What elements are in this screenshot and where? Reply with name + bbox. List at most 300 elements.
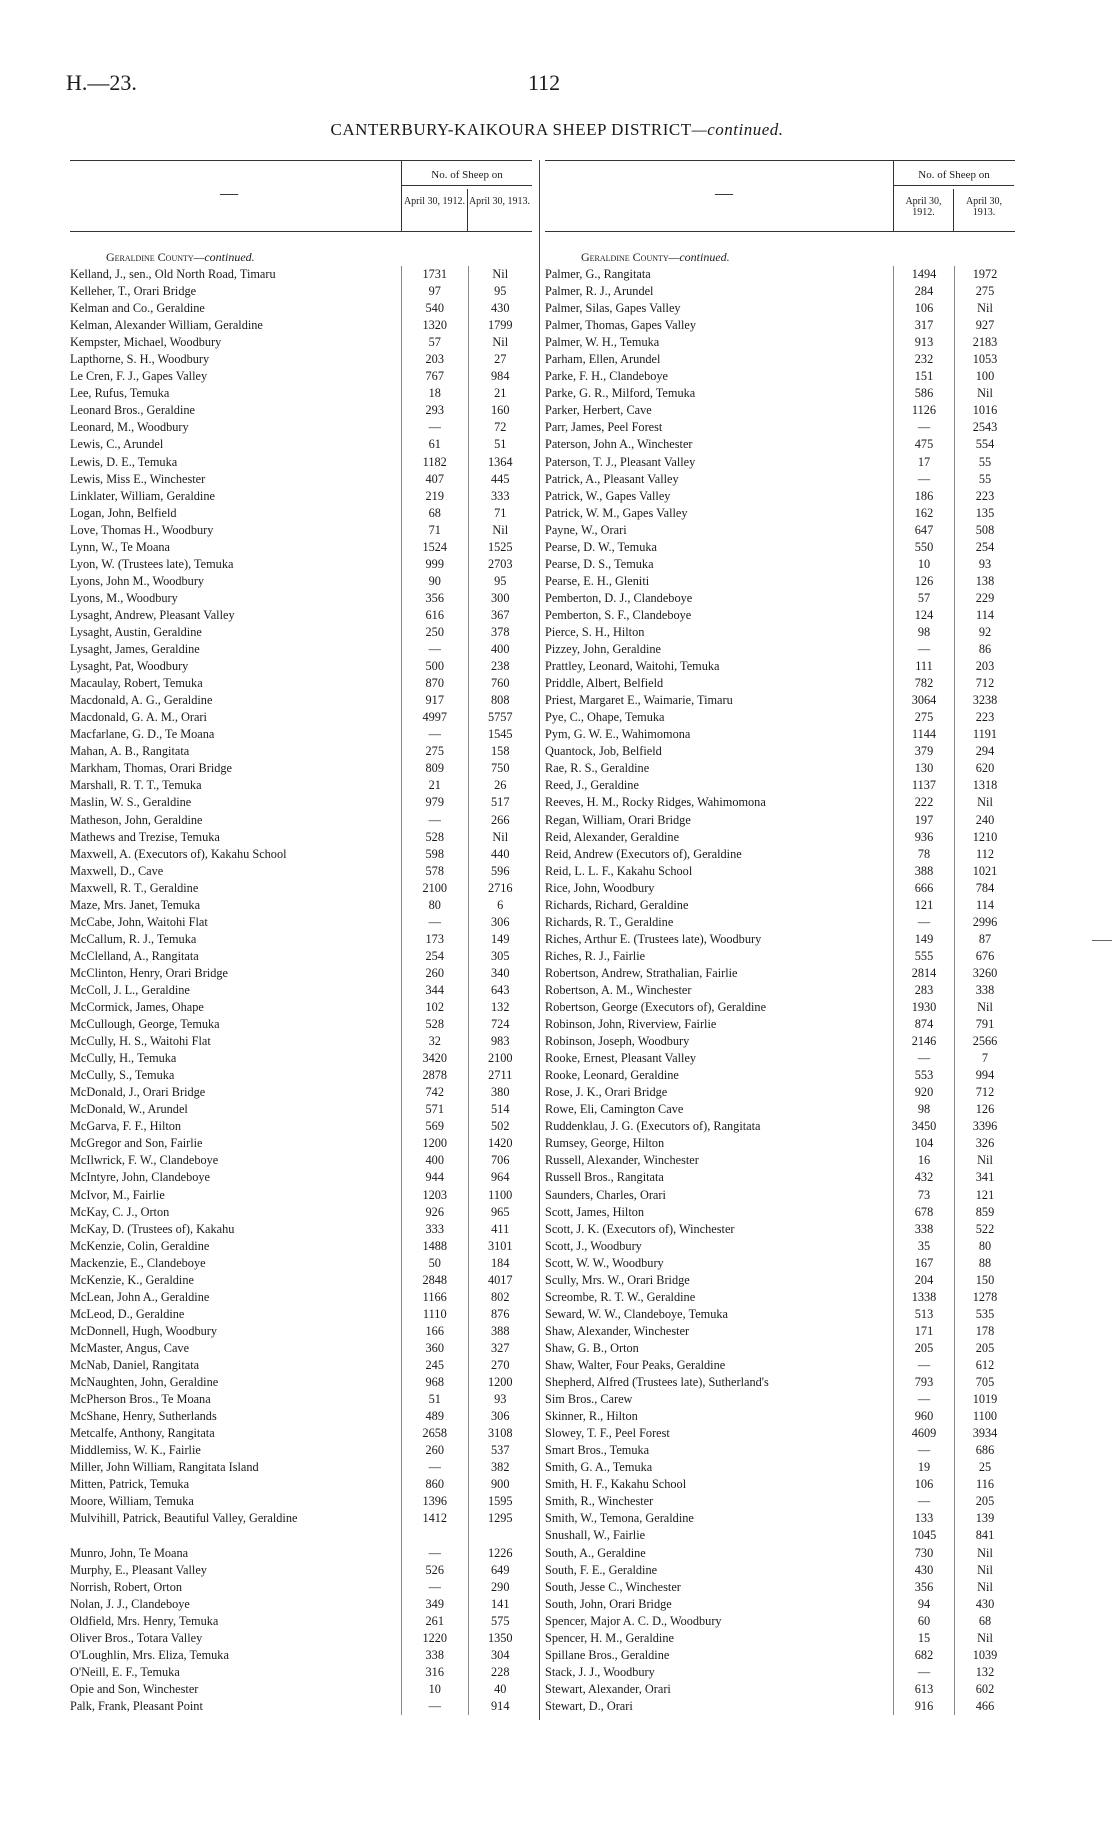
sheep-1913: 4017: [468, 1272, 533, 1289]
owner-name: Robinson, Joseph, Woodbury: [545, 1034, 690, 1049]
sheep-1912: 3064: [893, 692, 954, 709]
owner-name: Maxwell, D., Cave: [70, 863, 164, 878]
table-row: [70, 368, 532, 385]
sheep-1912: 98: [893, 1101, 954, 1118]
sheep-1912: 1203: [401, 1187, 468, 1204]
sheep-1913: 178: [954, 1323, 1015, 1340]
sheep-1912: 1166: [401, 1289, 468, 1306]
owner-name: Stack, J. J., Woodbury: [545, 1664, 655, 1679]
sheep-1912: —: [401, 1459, 468, 1476]
sheep-1913: 112: [954, 846, 1015, 863]
owner-name: Macdonald, A. G., Geraldine: [70, 693, 213, 708]
table-row: [545, 488, 1015, 505]
sheep-1913: 92: [954, 624, 1015, 641]
owner-name: Richards, Richard, Geraldine: [545, 897, 689, 912]
table-row: [545, 1033, 1015, 1050]
table-row: [545, 1118, 1015, 1135]
sheep-1912: 793: [893, 1374, 954, 1391]
table-row: [545, 1545, 1015, 1562]
sheep-1912: 338: [893, 1221, 954, 1238]
sheep-1912: 317: [893, 317, 954, 334]
owner-name: Slowey, T. F., Peel Forest: [545, 1426, 670, 1441]
sheep-1913: 2543: [954, 419, 1015, 436]
owner-name: Leonard Bros., Geraldine: [70, 403, 195, 418]
sheep-1912: 916: [893, 1698, 954, 1715]
table-row: [545, 1340, 1015, 1357]
sheep-1912: —: [401, 1579, 468, 1596]
owner-name: McIvor, M., Fairlie: [70, 1187, 165, 1202]
table-row: [545, 522, 1015, 539]
sheep-1912: 1110: [401, 1306, 468, 1323]
table-row: [70, 1545, 532, 1562]
owner-name: Robinson, John, Riverview, Fairlie: [545, 1017, 717, 1032]
sheep-1912: 222: [893, 794, 954, 811]
sheep-1913: 160: [468, 402, 533, 419]
owner-name: Oldfield, Mrs. Henry, Temuka: [70, 1613, 219, 1628]
sheep-1913: 994: [954, 1067, 1015, 1084]
owner-name: Love, Thomas H., Woodbury: [70, 522, 214, 537]
date-1913-heading: April 30, 1913.: [468, 196, 531, 207]
owner-name: Pemberton, S. F., Clandeboye: [545, 607, 692, 622]
owner-name: Matheson, John, Geraldine: [70, 812, 203, 827]
sheep-1912: 275: [893, 709, 954, 726]
owner-name: Smith, W., Temona, Geraldine: [545, 1511, 694, 1526]
table-row: [70, 1698, 532, 1715]
sheep-1913: 1545: [468, 726, 533, 743]
owner-name: McGarva, F. F., Hilton: [70, 1119, 182, 1134]
owner-name: Mahan, A. B., Rangitata: [70, 744, 190, 759]
sheep-1912: 1524: [401, 539, 468, 556]
table-row: [70, 1493, 532, 1510]
sheep-1912: 260: [401, 1442, 468, 1459]
sheep-1913: 791: [954, 1016, 1015, 1033]
sheep-1912: 1412: [401, 1510, 468, 1544]
sheep-1913: 1420: [468, 1135, 533, 1152]
owner-name: Parr, James, Peel Forest: [545, 420, 663, 435]
table-row: [70, 624, 532, 641]
sheep-1912: —: [893, 1664, 954, 1681]
owner-name: Shaw, G. B., Orton: [545, 1340, 639, 1355]
sheep-1912: 245: [401, 1357, 468, 1374]
table-row: [545, 1647, 1015, 1664]
sheep-1912: 90: [401, 573, 468, 590]
sheep-1913: 240: [954, 812, 1015, 829]
sheep-1912: 205: [893, 1340, 954, 1357]
sheep-1913: 1100: [468, 1187, 533, 1204]
owner-name: Palmer, W. H., Temuka: [545, 335, 660, 350]
table-row: [545, 1476, 1015, 1493]
section-heading: [545, 250, 1015, 266]
table-row: [545, 1664, 1015, 1681]
table-row: [545, 1510, 1015, 1527]
owner-name: Reid, Alexander, Geraldine: [545, 829, 680, 844]
sheep-1912: 1488: [401, 1238, 468, 1255]
sheep-1912: 968: [401, 1374, 468, 1391]
table-row: [70, 556, 532, 573]
table-row: [70, 846, 532, 863]
sheep-1912: 254: [401, 948, 468, 965]
table-row: [70, 1033, 532, 1050]
table-row: [70, 334, 532, 351]
owner-name: Palk, Frank, Pleasant Point: [70, 1698, 203, 1713]
table-row: [545, 1238, 1015, 1255]
sheep-1913: 139: [954, 1510, 1015, 1527]
owner-name: Patrick, A., Pleasant Valley: [545, 471, 679, 486]
owner-name: Lysaght, James, Geraldine: [70, 642, 200, 657]
table-row: [545, 1016, 1015, 1033]
owner-name: Metcalfe, Anthony, Rangitata: [70, 1426, 215, 1441]
sheep-1913: 138: [954, 573, 1015, 590]
sheep-1913: Nil: [954, 1562, 1015, 1579]
sheep-1912: 2146: [893, 1033, 954, 1050]
sheep-1913: 724: [468, 1016, 533, 1033]
owner-name: Lapthorne, S. H., Woodbury: [70, 352, 210, 367]
sheep-1913: 1016: [954, 402, 1015, 419]
sheep-1912: 860: [401, 1476, 468, 1493]
owner-name: Lynn, W., Te Moana: [70, 539, 171, 554]
owner-name: Scott, James, Hilton: [545, 1204, 645, 1219]
table-row: [545, 1357, 1015, 1374]
sheep-1913: 55: [954, 454, 1015, 471]
sheep-1913: 1972: [954, 266, 1015, 283]
sheep-1912: 344: [401, 982, 468, 999]
table-row: [70, 266, 532, 283]
owner-name: Rae, R. S., Geraldine: [545, 761, 650, 776]
sheep-1913: 2566: [954, 1033, 1015, 1050]
left-column: [70, 160, 532, 1715]
table-row: [545, 675, 1015, 692]
sheep-1912: 475: [893, 436, 954, 453]
right-column: [545, 160, 1015, 1715]
table-row: [545, 1425, 1015, 1442]
sheep-1913: 1364: [468, 454, 533, 471]
sheep-1912: 275: [401, 743, 468, 760]
owner-name: Lewis, Miss E., Winchester: [70, 471, 206, 486]
owner-name: McNab, Daniel, Rangitata: [70, 1358, 200, 1372]
table-row: [70, 1067, 532, 1084]
owner-name: South, F. E., Geraldine: [545, 1562, 658, 1577]
owner-name: Scully, Mrs. W., Orari Bridge: [545, 1272, 690, 1287]
sheep-1913: 1039: [954, 1647, 1015, 1664]
sheep-1912: 18: [401, 385, 468, 402]
table-row: [70, 1510, 532, 1544]
sheep-1913: 205: [954, 1340, 1015, 1357]
table-row: [70, 317, 532, 334]
sheep-1913: 1350: [468, 1630, 533, 1647]
sheep-1913: 275: [954, 283, 1015, 300]
sheep-1913: 55: [954, 471, 1015, 488]
sheep-1912: 356: [893, 1579, 954, 1596]
sheep-1913: 575: [468, 1613, 533, 1630]
section-county: Geraldine County: [581, 250, 669, 264]
table-row: [545, 1204, 1015, 1221]
owner-name: Lee, Rufus, Temuka: [70, 386, 170, 401]
sheep-1913: 184: [468, 1255, 533, 1272]
sheep-1912: 388: [893, 863, 954, 880]
page-title-continued: —continued.: [691, 120, 784, 139]
sheep-1913: 440: [468, 846, 533, 863]
table-row: [545, 777, 1015, 794]
table-row: [545, 880, 1015, 897]
owner-name: Shaw, Alexander, Winchester: [545, 1323, 690, 1338]
sheep-1913: 1191: [954, 726, 1015, 743]
owner-name: Rose, J. K., Orari Bridge: [545, 1085, 668, 1100]
table-row: [545, 1050, 1015, 1067]
owner-name: Patrick, W. M., Gapes Valley: [545, 505, 688, 520]
sheep-1913: 686: [954, 1442, 1015, 1459]
table-row: [70, 1596, 532, 1613]
owner-name: Paterson, T. J., Pleasant Valley: [545, 454, 696, 469]
sheep-1912: 219: [401, 488, 468, 505]
owner-name: McIlwrick, F. W., Clandeboye: [70, 1153, 219, 1168]
section-continued: —continued.: [668, 250, 730, 264]
sheep-1912: 21: [401, 777, 468, 794]
owner-name: McLean, John A., Geraldine: [70, 1289, 210, 1304]
table-row: [545, 1613, 1015, 1630]
owner-name: Richards, R. T., Geraldine: [545, 914, 674, 929]
table-row: [70, 931, 532, 948]
sheep-1913: 95: [468, 573, 533, 590]
owner-name: Lysaght, Pat, Woodbury: [70, 659, 189, 674]
owner-name: Maslin, W. S., Geraldine: [70, 795, 192, 810]
owner-name: Pearse, D. S., Temuka: [545, 556, 654, 571]
sheep-1912: 78: [893, 846, 954, 863]
owner-name: Kelland, J., sen., Old North Road, Timaru: [70, 267, 276, 281]
sheep-1912: 944: [401, 1169, 468, 1186]
owner-name: Kelleher, T., Orari Bridge: [70, 284, 197, 299]
sheep-1912: 999: [401, 556, 468, 573]
sheep-1913: 68: [954, 1613, 1015, 1630]
owner-name: Sim Bros., Carew: [545, 1392, 633, 1407]
sheep-1912: 173: [401, 931, 468, 948]
table-row: [545, 1527, 1015, 1544]
table-row: [545, 1221, 1015, 1238]
table-row: [70, 641, 532, 658]
owner-name: McCully, S., Temuka: [70, 1068, 175, 1083]
sheep-1912: 613: [893, 1681, 954, 1698]
sheep-1913: 2703: [468, 556, 533, 573]
table-row: [545, 829, 1015, 846]
page-number: 112: [528, 70, 561, 95]
sheep-1912: 171: [893, 1323, 954, 1340]
owner-name: McLeod, D., Geraldine: [70, 1306, 185, 1321]
table-row: [70, 539, 532, 556]
sheep-1913: 21: [468, 385, 533, 402]
sheep-1912: 926: [401, 1204, 468, 1221]
sheep-1913: Nil: [954, 1545, 1015, 1562]
sheep-1912: 1338: [893, 1289, 954, 1306]
table-row: [70, 709, 532, 726]
owner-name: Palmer, Thomas, Gapes Valley: [545, 318, 697, 333]
section-county: Geraldine County: [106, 250, 194, 264]
sheep-1913: 1295: [468, 1510, 533, 1544]
owner-name: Rice, John, Woodbury: [545, 880, 655, 895]
owner-name: Reed, J., Geraldine: [545, 778, 639, 793]
sheep-1912: 111: [893, 658, 954, 675]
sheep-1912: 569: [401, 1118, 468, 1135]
sheep-1913: 3108: [468, 1425, 533, 1442]
table-row: [545, 1442, 1015, 1459]
owner-name: Robertson, George (Executors of), Geraldine: [545, 1000, 767, 1015]
sheep-1913: Nil: [468, 334, 533, 351]
sheep-1913: 86: [954, 641, 1015, 658]
sheep-1912: 1220: [401, 1630, 468, 1647]
sheep-1913: 116: [954, 1476, 1015, 1493]
table-row: [545, 402, 1015, 419]
table-row: [545, 454, 1015, 471]
table-row: [70, 897, 532, 914]
owner-name: Maxwell, R. T., Geraldine: [70, 880, 199, 895]
sheep-1912: 19: [893, 1459, 954, 1476]
sheep-1912: 960: [893, 1408, 954, 1425]
sheep-1912: 1731: [401, 266, 468, 283]
sheep-1913: Nil: [954, 1630, 1015, 1647]
sheep-1913: 95: [468, 283, 533, 300]
table-row: [70, 1425, 532, 1442]
table-row: [70, 1289, 532, 1306]
table-row: [70, 1562, 532, 1579]
owner-name: Russell, Alexander, Winchester: [545, 1153, 699, 1168]
sheep-1912: 283: [893, 982, 954, 999]
owner-name: Maze, Mrs. Janet, Temuka: [70, 897, 201, 912]
sheep-1912: 204: [893, 1272, 954, 1289]
sheep-1912: 578: [401, 863, 468, 880]
table-row: [545, 1562, 1015, 1579]
sheep-1913: 900: [468, 1476, 533, 1493]
table-row: [545, 1698, 1015, 1715]
sheep-1912: 2848: [401, 1272, 468, 1289]
sheep-1913: 290: [468, 1579, 533, 1596]
sheep-1912: 1137: [893, 777, 954, 794]
table-row: [545, 709, 1015, 726]
sheep-1912: 513: [893, 1306, 954, 1323]
sheep-1912: 35: [893, 1238, 954, 1255]
sheep-1912: 870: [401, 675, 468, 692]
owner-name: Rowe, Eli, Camington Cave: [545, 1102, 684, 1117]
table-row: [545, 1101, 1015, 1118]
sheep-1912: 124: [893, 607, 954, 624]
sheep-1912: 71: [401, 522, 468, 539]
sheep-1912: 57: [893, 590, 954, 607]
sheep-1913: 859: [954, 1204, 1015, 1221]
owner-name: Parker, Herbert, Cave: [545, 403, 652, 418]
owner-name: Rooke, Ernest, Pleasant Valley: [545, 1051, 697, 1066]
sheep-1913: 3934: [954, 1425, 1015, 1442]
table-row: [70, 1613, 532, 1630]
sheep-1912: 360: [401, 1340, 468, 1357]
sheep-1913: 333: [468, 488, 533, 505]
owner-name: McClelland, A., Rangitata: [70, 948, 199, 963]
page-title-main: CANTERBURY-KAIKOURA SHEEP DISTRICT: [330, 120, 692, 139]
table-row: [70, 1152, 532, 1169]
owner-name: Macaulay, Robert, Temuka: [70, 676, 203, 691]
owner-name: Kelman, Alexander William, Geraldine: [70, 318, 263, 333]
sheep-1912: —: [893, 641, 954, 658]
sheep-1913: 554: [954, 436, 1015, 453]
sheep-1913: 841: [954, 1527, 1015, 1544]
sheep-1913: 927: [954, 317, 1015, 334]
sheep-1912: —: [401, 1698, 468, 1715]
table-row: [545, 641, 1015, 658]
table-row: [70, 1323, 532, 1340]
owner-name: McCully, H. S., Waitohi Flat: [70, 1034, 211, 1049]
owner-name: McNaughten, John, Geraldine: [70, 1375, 219, 1390]
sheep-1913: 238: [468, 658, 533, 675]
sheep-1913: 378: [468, 624, 533, 641]
page-title: [0, 120, 1114, 140]
owner-name: McKenzie, K., Geraldine: [70, 1272, 194, 1287]
sheep-1913: 141: [468, 1596, 533, 1613]
table-row: [545, 624, 1015, 641]
sheep-1913: 388: [468, 1323, 533, 1340]
sheep-1912: 742: [401, 1084, 468, 1101]
table-row: [545, 505, 1015, 522]
sheep-1913: 326: [954, 1135, 1015, 1152]
owner-name: Pye, C., Ohape, Temuka: [545, 710, 665, 725]
header-ref: H.—23.: [66, 70, 137, 95]
sheep-1912: 104: [893, 1135, 954, 1152]
sheep-1912: 186: [893, 488, 954, 505]
sheep-1913: Nil: [954, 999, 1015, 1016]
sheep-1913: 40: [468, 1681, 533, 1698]
sheep-1913: 149: [468, 931, 533, 948]
table-row: [70, 1050, 532, 1067]
table-row: [545, 1135, 1015, 1152]
table-row: [545, 590, 1015, 607]
sheep-1912: 598: [401, 846, 468, 863]
sheep-1912: 121: [893, 897, 954, 914]
sheep-1913: Nil: [954, 1579, 1015, 1596]
owner-name: South, Jesse C., Winchester: [545, 1579, 681, 1594]
sheep-1913: 2711: [468, 1067, 533, 1084]
owner-name: South, John, Orari Bridge: [545, 1596, 672, 1611]
sheep-1913: 445: [468, 471, 533, 488]
owner-name: Robertson, Andrew, Strathalian, Fairlie: [545, 965, 738, 980]
sheep-1913: 7: [954, 1050, 1015, 1067]
sheep-1912: —: [893, 471, 954, 488]
sheep-1913: 712: [954, 675, 1015, 692]
sheep-1912: 293: [401, 402, 468, 419]
owner-name: Lysaght, Austin, Geraldine: [70, 624, 202, 639]
sheep-1913: 712: [954, 1084, 1015, 1101]
owner-name: Priest, Margaret E., Waimarie, Timaru: [545, 693, 733, 708]
sheep-1913: Nil: [468, 522, 533, 539]
section-continued: —continued.: [193, 250, 255, 264]
sheep-1912: 94: [893, 1596, 954, 1613]
sheep-1913: 2100: [468, 1050, 533, 1067]
table-row: [545, 556, 1015, 573]
sheep-1912: 1200: [401, 1135, 468, 1152]
sheep-1912: 126: [893, 573, 954, 590]
table-row: [70, 1187, 532, 1204]
sheep-1913: 1021: [954, 863, 1015, 880]
owner-name: O'Loughlin, Mrs. Eliza, Temuka: [70, 1647, 229, 1662]
table-row: [545, 1084, 1015, 1101]
sheep-1912: 407: [401, 471, 468, 488]
sheep-1913: 706: [468, 1152, 533, 1169]
sheep-1912: 500: [401, 658, 468, 675]
sheep-1912: 97: [401, 283, 468, 300]
left-table-body: [70, 266, 532, 1715]
table-row: [70, 607, 532, 624]
owner-name: Lyon, W. (Trustees late), Temuka: [70, 556, 234, 571]
sheep-1913: 132: [468, 999, 533, 1016]
owner-name: Nolan, J. J., Clandeboye: [70, 1596, 190, 1611]
sheep-1913: 205: [954, 1493, 1015, 1510]
table-row: [70, 471, 532, 488]
sheep-1913: 2183: [954, 334, 1015, 351]
sheep-1912: 553: [893, 1067, 954, 1084]
